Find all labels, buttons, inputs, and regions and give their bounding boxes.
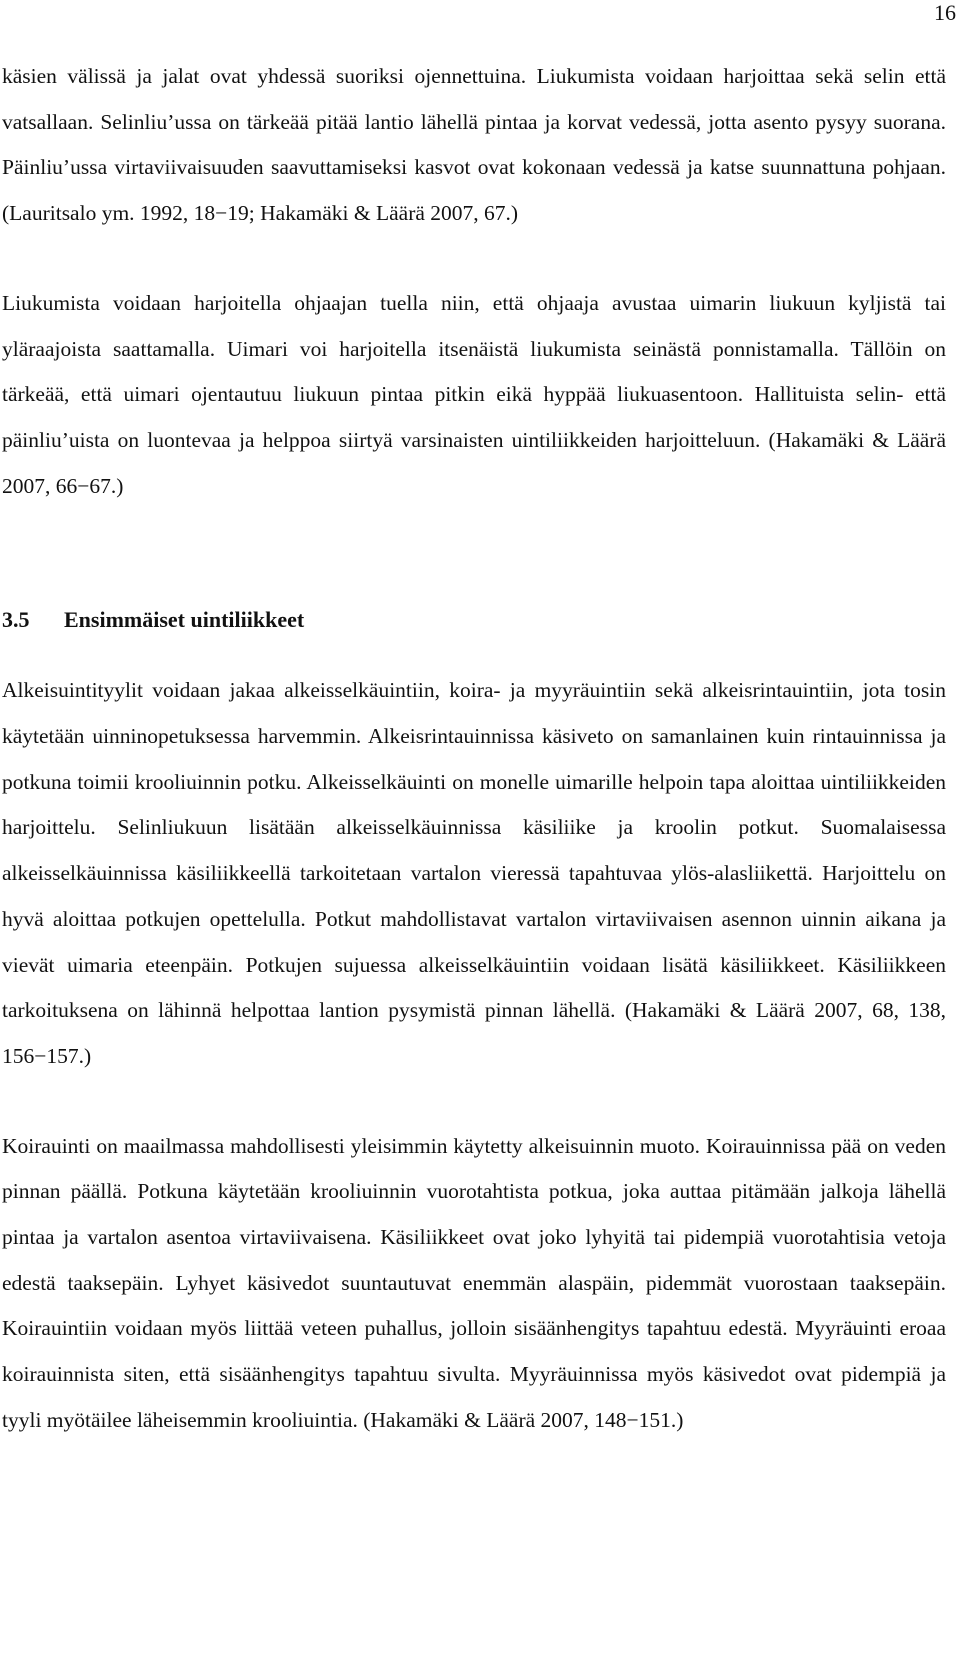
paragraph-liukuminen-harjoittelu: Liukumista voidaan harjoitella ohjaajan tuella niin, että ohjaaja avustaa uimarin liukuun kyljistä tai yläraajoista saattamalla. Uimari voi harjoitella itsenäistä liukumista seinästä ponnistamalla. Tällöin on tärkeää, että uimari ojentautuu liukuun pintaa pitkin eikä hyppää liukuasentoon. Hallituista selin- että päinliu’uista on luontevaa ja helppoa siirtyä varsinaisten uintiliikkeiden harjoitteluun. (Hakamäki & Läärä 2007, 66−67.) [2,290,946,498]
section-title: Ensimmäiset uintiliikkeet [64,607,305,633]
section-number: 3.5 [2,607,30,633]
paragraph-alkeisuintityylit: Alkeisuintityylit voidaan jakaa alkeisselkäuintiin, koira- ja myyräuintiin sekä alkeisrintauintiin, jota tosin käytetään uinninopetuksessa harvemmin. Alkeisrintauinnissa käsiveto on samanlainen kuin rintauinnissa ja potkuna toimii krooliuinnin potku. Alkeisselkäuinti on monelle uimarille helpoin tapa aloittaa uintiliikkeiden harjoittelu. Selinliukuun lisätään alkeisselkäuinnissa käsiliike ja kroolin potkut. Suomalaisessa alkeisselkäuinnissa käsiliikkeellä tarkoitetaan vartalon vieressä tapahtuvaa ylös-alasliikettä. Harjoittelu on hyvä aloittaa potkujen opettelulla. Potkut mahdollistavat vartalon virtaviivaisen asennon uinnin aikana ja vievät uimaria eteenpäin. Potkujen sujuessa alkeisselkäuintiin voidaan lisätä käsiliikkeet. Käsiliikkeen tarkoituksena on lähinnä helpottaa lantion pysymistä pinnan lähellä. (Hakamäki & Läärä 2007, 68, 138, 156−157.) [2,678,946,1068]
paragraph-liukuminen-asento: käsien välissä ja jalat ovat yhdessä suoriksi ojennettuina. Liukumista voidaan harjoittaa sekä selin että vatsallaan. Selinliu’ussa on tärkeää pitää lantio lähellä pintaa ja korvat vedessä, jotta asento pysyy suorana. Päinliu’ussa virtaviivaisuuden saavuttamiseksi kasvot ovat kokonaan vedessä ja katse suunnattuna pohjaan. (Lauritsalo ym. 1992, 18−19; Hakamäki & Läärä 2007, 67.) [2,64,946,226]
paragraph-koirauinti: Koirauinti on maailmassa mahdollisesti yleisimmin käytetty alkeisuinnin muoto. Koirauinnissa pää on veden pinnan päällä. Potkuna käytetään krooliuinnin vuorotahtista potkua, joka auttaa pitämään jalkoja lähellä pintaa ja vartalon asentoa virtaviivaisena. Käsiliikkeet ovat joko lyhyitä tai pidempiä vuorotahtisia vetoja edestä taaksepäin. Lyhyet käsivedot suuntautuvat enemmän alaspäin, pidemmät vuorostaan taaksepäin. Koirauintiin voidaan myös liittää veteen puhallus, jolloin sisäänhengitys tapahtuu edestä. Myyräuinti eroaa koirauinnista siten, että sisäänhengitys tapahtuu sivulta. Myyräuinnissa myös käsivedot ovat pidempiä ja tyyli myötäilee läheisemmin krooliuintia. (Hakamäki & Läärä 2007, 148−151.) [2,1133,946,1432]
section-heading [2,597,946,642]
page-content [2,54,946,1444]
page-number: 16 [934,0,956,25]
